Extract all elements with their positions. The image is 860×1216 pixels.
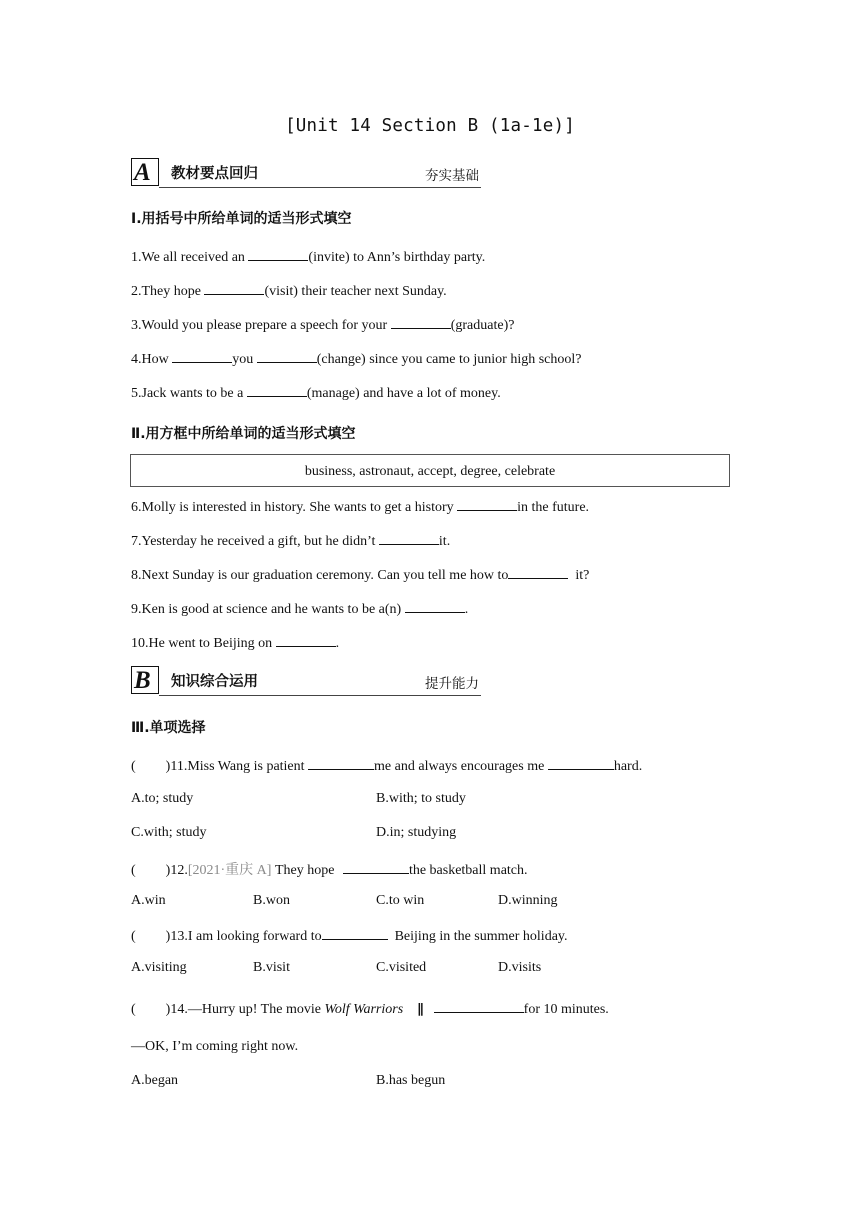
answer-blank[interactable] — [434, 1000, 524, 1013]
answer-blank[interactable] — [248, 248, 308, 261]
answer-blank[interactable] — [308, 757, 374, 770]
section-banner-a — [131, 158, 481, 188]
question-9: 9.Ken is good at science and he wants to be a(n) . — [131, 602, 469, 617]
question-2: 2.They hope (visit) their teacher next Sunday. — [131, 284, 447, 299]
answer-blank[interactable] — [172, 350, 232, 363]
answer-blank[interactable] — [257, 350, 317, 363]
question-14-options — [0, 1073, 860, 1093]
answer-blank[interactable] — [405, 600, 465, 613]
source-tag: [2021·重庆 A] — [187, 863, 272, 878]
banner-b-divider — [159, 695, 481, 696]
answer-blank[interactable] — [204, 282, 264, 295]
answer-blank[interactable] — [247, 384, 307, 397]
question-8: 8.Next Sunday is our graduation ceremony. Can you tell me how to it? — [131, 568, 590, 583]
question-13-options — [0, 960, 860, 980]
option-b[interactable]: B.won — [253, 893, 290, 908]
option-a[interactable]: A.visiting — [131, 960, 187, 975]
letter-b-icon: B — [131, 666, 159, 694]
banner-b-subtitle: 提升能力 — [425, 676, 479, 692]
question-6: 6.Molly is interested in history. She wants to get a history in the future. — [131, 500, 590, 515]
word-box: business, astronaut, accept, degree, celebrate — [130, 454, 730, 487]
option-c[interactable]: C.to win — [376, 893, 425, 908]
question-14: ( )14.—Hurry up! The movie Wolf Warriors ∥ for 10 minutes. — [131, 1002, 609, 1017]
option-a[interactable]: A.began — [131, 1073, 179, 1088]
option-d[interactable]: D.visits — [498, 960, 542, 975]
question-5: 5.Jack wants to be a (manage) and have a lot of money. — [131, 386, 501, 401]
section-banner-b — [131, 666, 481, 696]
question-11-options-row-1 — [0, 791, 860, 811]
question-1: 1.We all received an (invite) to Ann’s birthday party. — [131, 250, 486, 265]
section-1-heading: Ⅰ.用括号中所给单词的适当形式填空 — [131, 211, 352, 227]
option-d[interactable]: D.in; studying — [376, 825, 457, 840]
question-7: 7.Yesterday he received a gift, but he didn’t it. — [131, 534, 451, 549]
answer-blank[interactable] — [379, 532, 439, 545]
section-2-heading: Ⅱ.用方框中所给单词的适当形式填空 — [131, 426, 356, 442]
answer-blank[interactable] — [343, 861, 409, 874]
letter-a-icon: A — [131, 158, 159, 186]
page-title: [Unit 14 Section B (1a-1e)] — [285, 116, 575, 136]
option-a[interactable]: A.to; study — [131, 791, 194, 806]
option-b[interactable]: B.has begun — [376, 1073, 446, 1088]
banner-a-subtitle: 夯实基础 — [425, 168, 479, 184]
banner-a-divider — [159, 187, 481, 188]
option-c[interactable]: C.with; study — [131, 825, 207, 840]
option-b[interactable]: B.visit — [253, 960, 290, 975]
answer-blank[interactable] — [391, 316, 451, 329]
double-slash-mark: ∥ — [417, 1002, 424, 1017]
banner-a-title: 教材要点回归 — [171, 166, 258, 182]
question-4: 4.How you (change) since you came to junior high school? — [131, 352, 582, 367]
answer-blank[interactable] — [508, 566, 568, 579]
question-14-reply: —OK, I’m coming right now. — [131, 1039, 299, 1054]
section-3-heading: Ⅲ.单项选择 — [131, 720, 206, 736]
question-3: 3.Would you please prepare a speech for your (graduate)? — [131, 318, 515, 333]
question-12-options — [0, 893, 860, 913]
question-10: 10.He went to Beijing on . — [131, 636, 340, 651]
answer-blank[interactable] — [322, 927, 388, 940]
question-13: ( )13.I am looking forward to Beijing in the summer holiday. — [131, 929, 568, 944]
answer-blank[interactable] — [548, 757, 614, 770]
answer-blank[interactable] — [276, 634, 336, 647]
option-a[interactable]: A.win — [131, 893, 166, 908]
question-11-options-row-2 — [0, 825, 860, 845]
question-11: ( )11.Miss Wang is patient me and always encourages me hard. — [131, 759, 643, 774]
option-b[interactable]: B.with; to study — [376, 791, 466, 806]
answer-blank[interactable] — [457, 498, 517, 511]
banner-b-title: 知识综合运用 — [171, 674, 258, 690]
question-12: ( )12.[2021·重庆 A] They hope the basketball match. — [131, 863, 528, 878]
option-d[interactable]: D.winning — [498, 893, 558, 908]
movie-title: Wolf Warriors — [324, 1002, 404, 1017]
option-c[interactable]: C.visited — [376, 960, 427, 975]
